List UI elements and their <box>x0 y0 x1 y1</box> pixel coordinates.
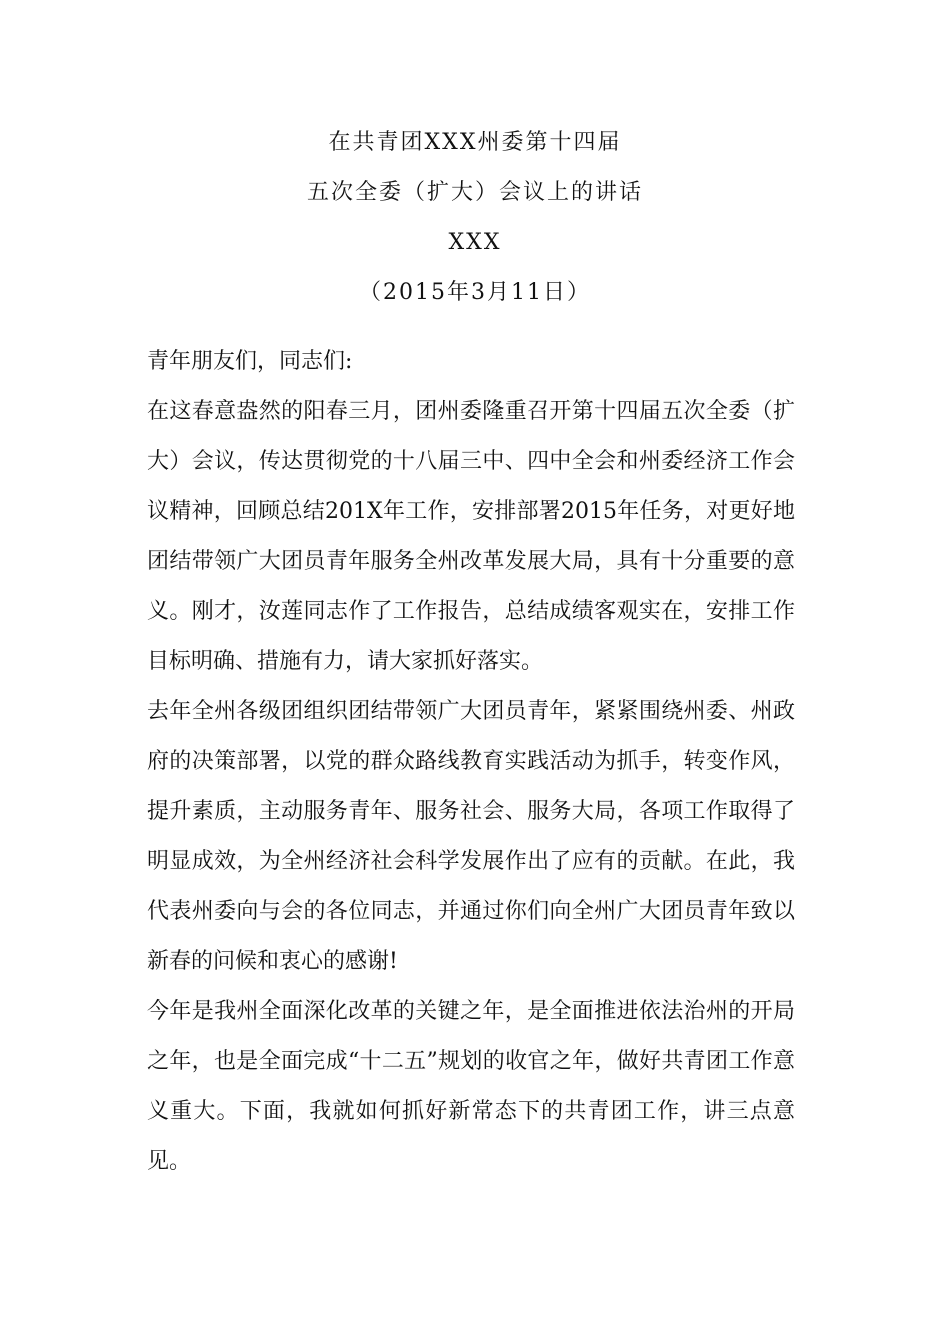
document-date: （2015年3月11日） <box>359 280 591 305</box>
document-title-line-1: 在共青团XXX州委第十四届 <box>328 130 622 155</box>
paragraph-3: 今年是我州全面深化改革的关键之年，是全面推进依法治州的开局之年，也是全面完成“十二五”规划的收官之年，做好共青团工作意义重大。下面，我就如何抓好新常态下的共青团工作，讲三点意见。 <box>147 999 795 1174</box>
paragraph-2: 去年全州各级团组织团结带领广大团员青年，紧紧围绕州委、州政府的决策部署，以党的群众路线教育实践活动为抓手，转变作风，提升素质，主动服务青年、服务社会、服务大局，各项工作取得了明显成效，为全州经济社会科学发展作出了应有的贡献。在此，我代表州委向与会的各位同志，并通过你们向全州广大团员青年致以新春的问候和衷心的感谢! <box>147 699 795 974</box>
paragraph-1: 在这春意盎然的阳春三月，团州委隆重召开第十四届五次全委（扩大）会议，传达贯彻党的十八届三中、四中全会和州委经济工作会议精神，回顾总结201X年工作，安排部署2015年任务，对更好地团结带领广大团员青年服务全州改革发展大局，具有十分重要的意义。刚才，汝莲同志作了工作报告，总结成绩客观实在，安排工作目标明确、措施有力，请大家抓好落实。 <box>147 399 795 674</box>
salutation: 青年朋友们，同志们: <box>147 349 353 374</box>
document-title-line-2: 五次全委（扩大）会议上的讲话 <box>306 180 643 205</box>
document-author: XXX <box>448 230 502 255</box>
document-body <box>147 337 795 1187</box>
title-block <box>0 132 950 332</box>
